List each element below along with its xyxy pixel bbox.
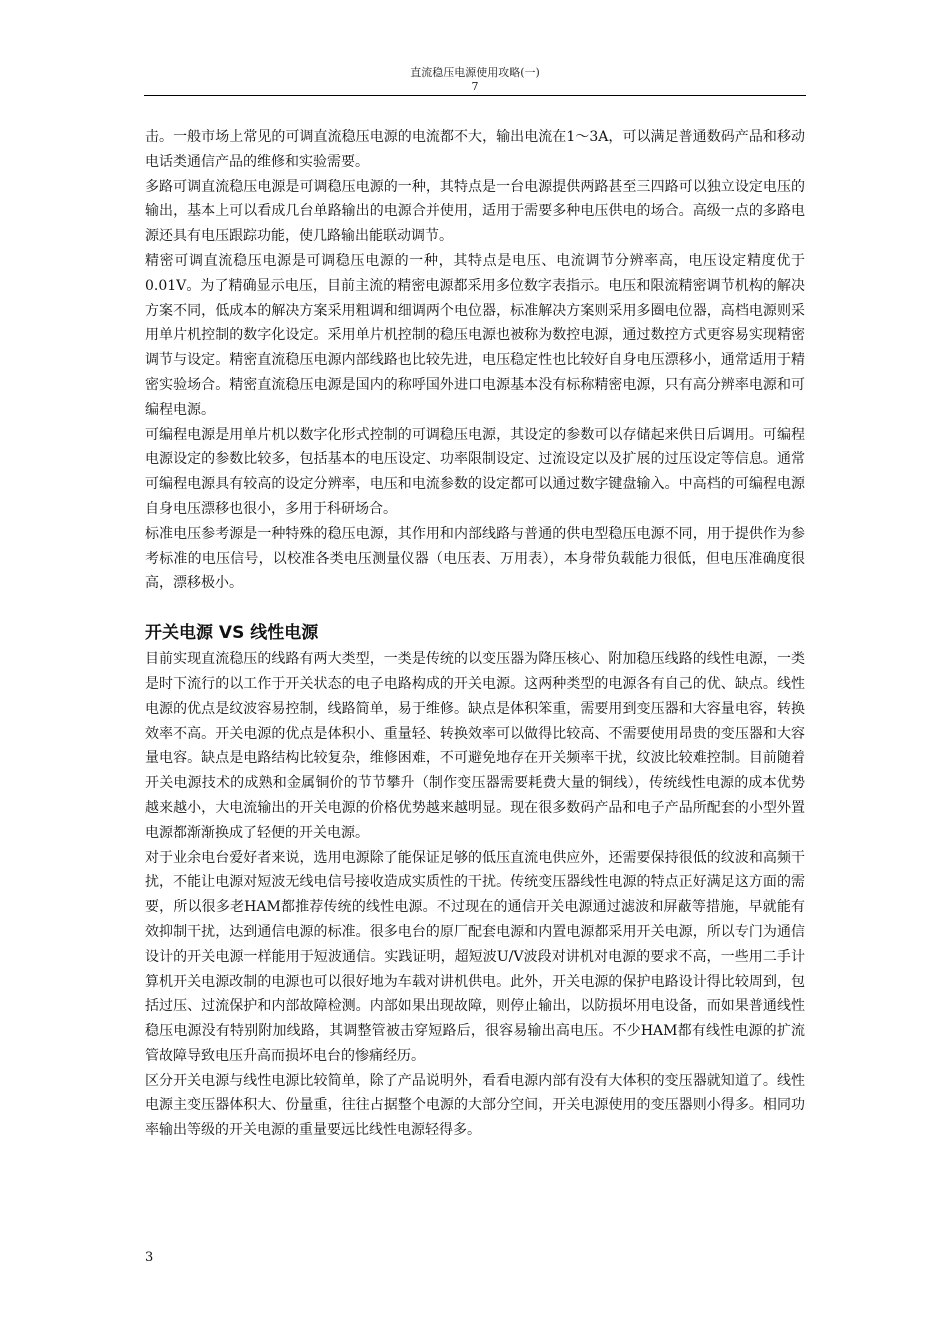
paragraph: 标准电压参考源是一种特殊的稳压电源，其作用和内部线路与普通的供电型稳压电源不同，用于提供作为参考标准的电压信号，以校准各类电压测量仪器（电压表、万用表），本身带负载能力很低，但电压准确度很高，漂移极小。 xyxy=(145,525,805,592)
document-body xyxy=(145,125,805,1143)
paragraph: 击。一般市场上常见的可调直流稳压电源的电流都不大，输出电流在1～3A，可以满足普通数码产品和移动电话类通信产品的维修和实验需要。 xyxy=(145,129,805,170)
paragraph: 精密可调直流稳压电源是可调稳压电源的一种，其特点是电压、电流调节分辨率高，电压设定精度优于0.01V。为了精确显示电压，目前主流的精密电源都采用多位数字表指示。电压和限流精密调节机构的解决方案不同，低成本的解决方案采用粗调和细调两个电位器，标准解决方案则采用多圈电位器，高档电源则采用单片机控制的数字化设定。采用单片机控制的稳压电源也被称为数控电源，通过数控方式更容易实现精密调节与设定。精密直流稳压电源内部线路也比较先进，电压稳定性也比较好自身电压漂移小，通常适用于精密实验场合。精密直流稳压电源是国内的称呼国外进口电源基本没有标称精密电源，只有高分辨率电源和可编程电源。 xyxy=(145,252,805,418)
paragraph: 目前实现直流稳压的线路有两大类型，一类是传统的以变压器为降压核心、附加稳压线路的线性电源，一类是时下流行的以工作于开关状态的电子电路构成的开关电源。这两种类型的电源各有自己的优、缺点。线性电源的优点是纹波容易控制，线路简单，易于维修。缺点是体积笨重，需要用到变压器和大容量电容，转换效率不高。开关电源的优点是体积小、重量轻、转换效率可以做得比较高、不需要使用昂贵的变压器和大容量电容。缺点是电路结构比较复杂，维修困难，不可避免地存在开关频率干扰，纹波比较难控制。目前随着开关电源技术的成熟和金属铜价的节节攀升（制作变压器需要耗费大量的铜线），传统线性电源的成本优势越来越小，大电流输出的开关电源的价格优势越来越明显。现在很多数码产品和电子产品所配套的小型外置电源都渐渐换成了轻便的开关电源。 xyxy=(145,651,805,841)
paragraph: 可编程电源是用单片机以数字化形式控制的可调稳压电源，其设定的参数可以存储起来供日后调用。可编程电源设定的参数比较多，包括基本的电压设定、功率限制设定、过流设定以及扩展的过压设定等信息。通常可编程电源具有较高的设定分辨率，电压和电流参数的设定都可以通过数字键盘输入。中高档的可编程电源自身电压漂移也很小，多用于科研场合。 xyxy=(145,426,805,517)
paragraph: 区分开关电源与线性电源比较简单，除了产品说明外，看看电源内部有没有大体积的变压器就知道了。线性电源主变压器体积大、份量重，往往占据整个电源的大部分空间，开关电源使用的变压器则小得多。相同功率输出等级的开关电源的重量要远比线性电源轻得多。 xyxy=(145,1072,805,1139)
header-title: 直流稳压电源使用攻略(一) xyxy=(410,66,540,79)
page-header xyxy=(144,66,806,93)
header-rule xyxy=(144,95,806,96)
footer-page-number: 3 xyxy=(145,1250,154,1265)
paragraph: 多路可调直流稳压电源是可调稳压电源的一种，其特点是一台电源提供两路甚至三四路可以独立设定电压的输出，基本上可以看成几台单路输出的电源合并使用，适用于需要多种电压供电的场合。高级一点的多路电源还具有电压跟踪功能，使几路输出能联动调节。 xyxy=(145,178,805,245)
section-heading: 开关电源 VS 线性电源 xyxy=(145,623,319,644)
paragraph: 对于业余电台爱好者来说，选用电源除了能保证足够的低压直流电供应外，还需要保持很低的纹波和高频干扰，不能让电源对短波无线电信号接收造成实质性的干扰。传统变压器线性电源的特点正好满足这方面的需要，所以很多老HAM都推荐传统的线性电源。不过现在的通信开关电源通过滤波和屏蔽等措施，早就能有效抑制干扰，达到通信电源的标准。很多电台的原厂配套电源和内置电源都采用开关电源，所以专门为通信设计的开关电源一样能用于短波通信。实践证明，超短波U/V波段对讲机对电源的要求不高，一些用二手计算机开关电源改制的电源也可以很好地为车载对讲机供电。此外，开关电源的保护电路设计得比较周到，包括过压、过流保护和内部故障检测。内部如果出现故障，则停止输出，以防损坏用电设备，而如果普通线性稳压电源没有特别附加线路，其调整管被击穿短路后，很容易输出高电压。不少HAM都有线性电源的扩流管故障导致电压升高而损坏电台的惨痛经历。 xyxy=(145,849,805,1064)
header-page-number: 7 xyxy=(471,80,479,93)
